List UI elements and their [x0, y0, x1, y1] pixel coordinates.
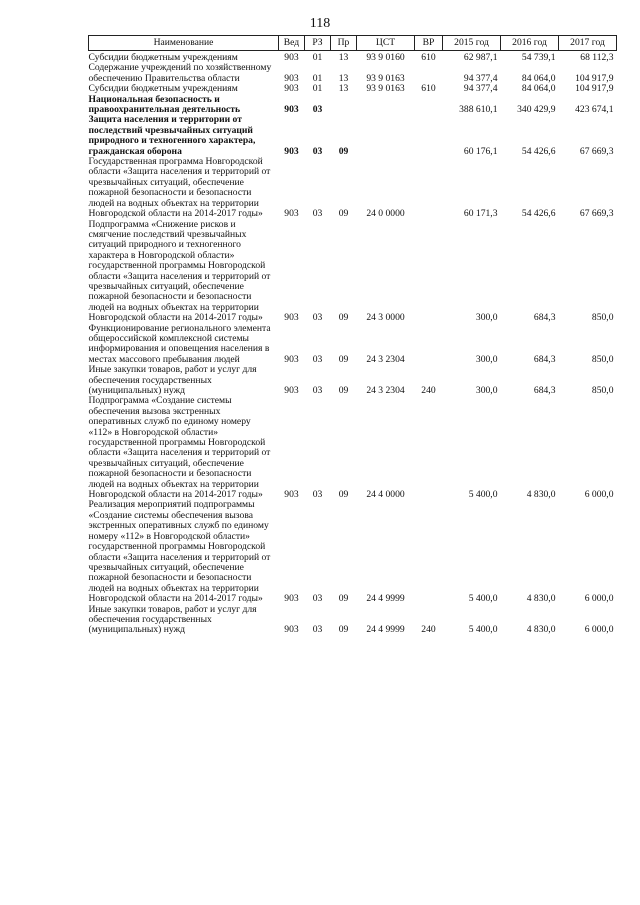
row-name: Иные закупки товаров, работ и услуг для обеспечения государственных (муниципальных) нужд	[88, 603, 257, 636]
row-rz: 03	[312, 208, 323, 220]
row-cst: 93 9 0163	[366, 72, 405, 84]
row-rz: 03	[312, 624, 323, 636]
row-2015: 94 377,4	[463, 72, 498, 84]
header-2015: 2015 год	[443, 36, 501, 51]
row-ved: 903	[284, 52, 299, 63]
table-row	[89, 220, 617, 324]
table-row	[89, 324, 617, 366]
row-cst: 24 4 9999	[366, 624, 405, 636]
row-pr: 13	[338, 52, 349, 63]
row-rz: 03	[312, 104, 323, 116]
row-2017: 423 674,1	[575, 104, 614, 116]
row-name: Субсидии бюджетным учреждениям	[88, 83, 238, 95]
row-2016: 4 830,0	[526, 593, 556, 605]
row-2017: 104 917,9	[575, 72, 614, 84]
table-row	[89, 396, 617, 500]
row-2015: 300,0	[475, 385, 498, 396]
row-2017: 850,0	[591, 312, 614, 324]
table-body	[89, 51, 617, 636]
row-2016: 684,3	[533, 312, 556, 324]
row-name: Национальная безопасность и правоохранительная деятельность	[88, 93, 241, 116]
header-ved: Вед	[279, 36, 305, 51]
row-name: Государственная программа Новгородской области «Защита населения и территорий от чрезвычайных ситуаций, обеспечение пожарной безопасности и безопасности людей на водных объектах на территории Новгородской области на 2014-2017 годы»	[88, 156, 271, 220]
row-2015: 300,0	[475, 353, 498, 365]
row-ved: 903	[284, 489, 299, 501]
header-2017: 2017 год	[559, 36, 617, 51]
row-name: Субсидии бюджетным учреждениям	[88, 52, 238, 63]
row-ved: 903	[284, 83, 299, 95]
row-vr	[415, 157, 443, 219]
row-pr: 09	[338, 489, 349, 501]
row-ved: 903	[284, 312, 299, 324]
row-2017: 68 112,3	[580, 52, 614, 63]
row-2015: 5 400,0	[468, 624, 498, 636]
row-cst	[357, 115, 415, 157]
row-vr	[415, 115, 443, 157]
row-2016: 54 739,1	[521, 52, 556, 63]
row-2016: 84 064,0	[521, 72, 556, 84]
row-2016: 684,3	[533, 353, 556, 365]
budget-table	[88, 35, 617, 636]
header-cst: ЦСТ	[357, 36, 415, 51]
row-name: Реализация мероприятий подпрограммы «Создание системы обеспечения вызова экстренных оперативных служб по единому номеру «112» в Новгородской области» государственной программы Новгородской области «Защита населения и территорий от чрезвычайных ситуаций, обеспечение пожарной безопасности и безопасности людей на водных объектах на территории Новгородской области на 2014-2017 годы»	[88, 499, 271, 605]
row-cst: 24 3 2304	[366, 353, 405, 365]
row-2015: 62 987,1	[463, 52, 498, 63]
row-vr	[415, 220, 443, 324]
row-2015: 60 171,3	[463, 208, 498, 220]
row-2015: 300,0	[475, 312, 498, 324]
row-rz: 01	[312, 52, 323, 63]
row-cst: 24 3 0000	[366, 312, 405, 324]
table-row	[89, 500, 617, 604]
row-cst: 93 9 0163	[366, 83, 405, 95]
row-cst	[357, 95, 415, 116]
row-ved: 903	[284, 385, 299, 396]
row-name: Защита населения и территории от последствий чрезвычайных ситуаций природного и техногенного характера, гражданская оборона	[88, 114, 256, 157]
table-row	[89, 605, 617, 636]
row-name: Иные закупки товаров, работ и услуг для обеспечения государственных (муниципальных) нужд	[88, 364, 257, 396]
row-2015: 5 400,0	[468, 593, 498, 605]
row-2017: 67 669,3	[579, 145, 614, 157]
row-2017: 850,0	[591, 353, 614, 365]
row-2016: 54 426,6	[521, 208, 556, 220]
row-pr: 09	[338, 208, 349, 220]
row-pr: 09	[338, 593, 349, 605]
table-row	[89, 157, 617, 219]
row-rz: 03	[312, 593, 323, 605]
row-pr	[331, 95, 357, 116]
row-pr: 09	[338, 353, 349, 365]
row-pr: 09	[338, 385, 349, 396]
row-2016: 54 426,6	[521, 145, 556, 157]
row-2017: 6 000,0	[584, 593, 614, 605]
row-vr	[415, 396, 443, 500]
row-2016: 4 830,0	[526, 489, 556, 501]
row-2015: 60 176,1	[463, 145, 498, 157]
row-2016: 340 429,9	[517, 104, 556, 116]
header-pr: Пр	[331, 36, 357, 51]
row-ved: 903	[284, 353, 299, 365]
row-ved: 903	[284, 624, 299, 636]
header-vr: ВР	[415, 36, 443, 51]
row-2015: 388 610,1	[459, 104, 498, 116]
table-row	[89, 95, 617, 116]
row-cst: 24 3 2304	[366, 385, 405, 396]
page-number: 118	[309, 16, 331, 31]
row-2016: 684,3	[533, 385, 556, 396]
row-rz: 03	[312, 353, 323, 365]
row-vr	[415, 95, 443, 116]
row-2017: 850,0	[591, 385, 614, 396]
row-2017: 6 000,0	[584, 489, 614, 501]
row-name: Функционирование регионального элемента общероссийской комплексной системы информирования и оповещения населения в местах массового пребывания людей	[88, 322, 271, 365]
table-row	[89, 63, 617, 84]
header-2016: 2016 год	[501, 36, 559, 51]
header-name: Наименование	[89, 36, 279, 51]
row-rz: 01	[312, 72, 323, 84]
row-pr: 09	[338, 312, 349, 324]
row-pr: 09	[338, 145, 349, 157]
row-vr: 240	[421, 624, 436, 636]
row-2017: 104 917,9	[575, 83, 614, 95]
row-rz: 03	[312, 489, 323, 501]
row-vr	[415, 324, 443, 366]
row-rz: 03	[312, 385, 323, 396]
row-2015: 5 400,0	[468, 489, 498, 501]
row-vr: 610	[421, 52, 436, 63]
row-ved: 903	[284, 208, 299, 220]
row-2016: 4 830,0	[526, 624, 556, 636]
row-pr: 13	[338, 83, 349, 95]
row-cst: 24 4 9999	[366, 593, 405, 605]
row-rz: 03	[312, 145, 323, 157]
table-row	[89, 115, 617, 157]
row-rz: 03	[312, 312, 323, 324]
row-ved: 903	[284, 72, 299, 84]
row-2016: 84 064,0	[521, 83, 556, 95]
row-vr: 610	[421, 83, 436, 95]
header-rz: РЗ	[305, 36, 331, 51]
row-ved: 903	[284, 145, 299, 157]
row-name: Подпрограмма «Создание системы обеспечения вызова экстренных оперативных служб по единому номеру «112» в Новгородской области» государственной программы Новгородской области «Защита населения и территорий от чрезвычайных ситуаций, обеспечение пожарной безопасности и безопасности людей на водных объектах на территории Новгородской области на 2014-2017 годы»	[88, 395, 271, 501]
row-vr	[415, 63, 443, 84]
row-2017: 6 000,0	[584, 624, 614, 636]
row-ved: 903	[284, 104, 299, 116]
row-vr	[415, 500, 443, 604]
row-cst: 93 9 0160	[366, 52, 405, 63]
row-cst: 24 0 0000	[366, 208, 405, 220]
row-name: Подпрограмма «Снижение рисков и смягчение последствий чрезвычайных ситуаций природного и техногенного характера в Новгородской области» государственной программы Новгородской области «Защита населения и территорий от чрезвычайных ситуаций, обеспечение пожарной безопасности и безопасности людей на водных объектах на территории Новгородской области на 2014-2017 годы»	[88, 218, 271, 324]
table-row	[89, 365, 617, 396]
row-pr: 09	[338, 624, 349, 636]
row-2015: 94 377,4	[463, 83, 498, 95]
row-vr: 240	[421, 385, 436, 396]
row-ved: 903	[284, 593, 299, 605]
row-rz: 01	[312, 83, 323, 95]
table-header	[89, 36, 617, 51]
row-pr: 13	[338, 72, 349, 84]
row-cst: 24 4 0000	[366, 489, 405, 501]
row-name: Содержание учреждений по хозяйственному обеспечению Правительства области	[88, 62, 272, 84]
row-2017: 67 669,3	[579, 208, 614, 220]
